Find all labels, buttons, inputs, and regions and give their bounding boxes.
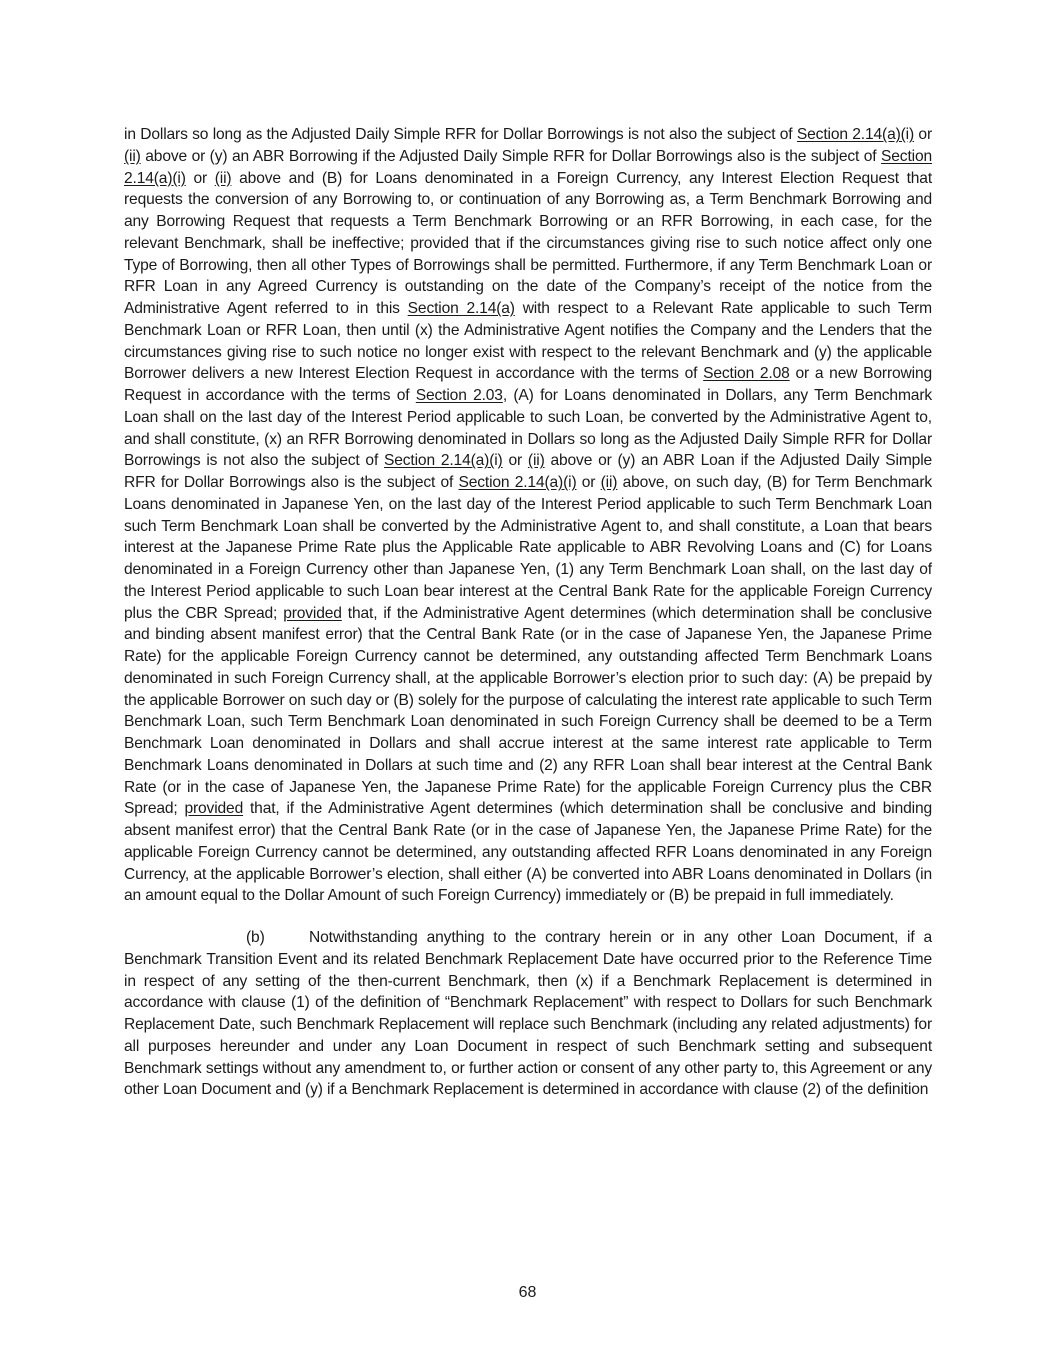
document-page [124,124,932,1101]
section-reference: (ii) [600,474,618,491]
section-reference: Section 2.14(a)(i) [124,147,932,187]
body-text: or [502,452,528,470]
section-reference: Section 2.14(a)(i) [458,474,577,491]
section-reference: (ii) [124,147,141,165]
body-text: above and (B) for Loans denominated in a Foreign Currency, any Interest Election Request that requests the conversion of any Borrowing to, or continuation of any Borrowing as, a Term Benchmark Borrowing and any Borrowing Request that requests a Term Benchmark Borrowing or an RFR Borrowing, in each case, for the relevant Benchmark, shall be ineffective; provided that if the circumstances giving rise to such notice affect only one Type of Borrowing, then all other Types of Borrowings shall be permitted. Furthermore, if any Term Benchmark Loan or RFR Loan in any Agreed Currency is outstanding on the date of the Company’s receipt of the notice from the Administrative Agent referred to in this [124,169,933,317]
body-text: or [185,169,215,187]
provided-term: provided [283,604,342,622]
section-reference: (ii) [214,169,232,187]
body-text: in Dollars so long as the Adjusted Daily Simple RFR for Dollar Borrowings is not also the subject of [124,126,797,143]
body-text: or [576,474,601,491]
clause-label: (b) [246,929,265,946]
body-text: with respect to a Relevant Rate applicable to such Term Benchmark Loan or RFR Loan, then until (x) the Administrative Agent notifies the Company and the Lenders that the circumstances giving rise to such notice no longer exist with respect to the relevant Benchmark and (y) the applicable Borrower delivers a new Interest Election Request in accordance with the terms of [124,300,932,383]
section-reference: (ii) [527,452,545,470]
section-reference: Section 2.14(a)(i) [796,126,915,143]
body-text: that, if the Administrative Agent determines (which determination shall be conclusive and binding absent manifest error) that the Central Bank Rate (or in the case of Japanese Yen, the Japanese Prime Rate) for the applicable Foreign Currency cannot be determined, any outstanding affected Term Benchmark Loans denominated in such Foreign Currency shall, at the applicable Borrower’s election prior to such day: (A) be prepaid by the applicable Borrower on such day or (B) solely for the purpose of calculating the interest rate applicable to such Term Benchmark Loan, such Term Benchmark Loan denominated in such Foreign Currency shall be deemed to be a Term Benchmark Loan denominated in Dollars and shall accrue interest at the same interest rate applicable to Term Benchmark Loans denominated in Dollars at such time and (2) any RFR Loan shall bear interest at the Central Bank Rate (or in the case of Japanese Yen, the Japanese Prime Rate) for the applicable Foreign Currency plus the CBR Spread; [124,604,932,818]
paragraph-b [124,927,932,1101]
body-text: above or (y) an ABR Borrowing if the Adjusted Daily Simple RFR for Dollar Borrowings also is the subject of [140,147,882,165]
body-text: or a new Borrowing Request in accordance with the terms of [124,365,932,404]
body-text: or [914,126,933,143]
provided-term: provided [184,800,244,818]
body-text: above or (y) an ABR Loan if the Adjusted Daily Simple RFR for Dollar Borrowings also is the subject of [124,452,933,491]
section-reference: Section 2.14(a)(i) [384,452,503,470]
body-text: , (A) for Loans denominated in Dollars, any Term Benchmark Loan shall on the last day of the Interest Period applicable to such Loan, be converted by the Administrative Agent to, and shall constitute, (x) an RFR Borrowing denominated in Dollars so long as the Adjusted Daily Simple RFR for Dollar Borrowings is not also the subject of [124,387,933,470]
section-reference: Section 2.03 [415,387,503,404]
body-text: that, if the Administrative Agent determines (which determination shall be conclusive and binding absent manifest error) that the Central Bank Rate (or in the case of Japanese Yen, the Japanese Prime Rate) for the applicable Foreign Currency cannot be determined, any outstanding affected RFR Loans denominated in any Foreign Currency, at the applicable Borrower’s election, shall either (A) be converted into ABR Loans denominated in Dollars (in an amount equal to the Dollar Amount of such Foreign Currency) immediately or (B) be prepaid in full immediately. [124,800,933,905]
section-reference: Section 2.14(a) [407,300,515,317]
body-text: above, on such day, (B) for Term Benchmark Loans denominated in Japanese Yen, on the last day of the Interest Period applicable to such Term Benchmark Loan such Term Benchmark Loan shall be converted by the Administrative Agent to, and shall constitute, a Loan that bears interest at the Japanese Prime Rate plus the Applicable Rate applicable to ABR Revolving Loans and (C) for Loans denominated in a Foreign Currency other than Japanese Yen, (1) any Term Benchmark Loan shall, on the last day of the Interest Period applicable to such Loan bear interest at the Central Bank Rate for the applicable Foreign Currency plus the CBR Spread; [124,474,933,622]
section-reference: Section 2.08 [703,365,790,383]
paragraph-continuation [124,124,932,907]
page-number: 68 [518,1284,537,1301]
body-text: Notwithstanding anything to the contrary herein or in any other Loan Document, if a Benchmark Transition Event and its related Benchmark Replacement Date have occurred prior to the Reference Time in respect of any setting of the then-current Benchmark, then (x) if a Benchmark Replacement is determined in accordance with clause (1) of the definition of “Benchmark Replacement” with respect to Dollars for such Benchmark Replacement Date, such Benchmark Replacement will replace such Benchmark (including any related adjustments) for all purposes hereunder and under any Loan Document in respect of such Benchmark setting and subsequent Benchmark settings without any amendment to, or further action or consent of any other party to, this Agreement or any other Loan Document and (y) if a Benchmark Replacement is determined in accordance with clause (2) of the definition [124,929,932,1099]
